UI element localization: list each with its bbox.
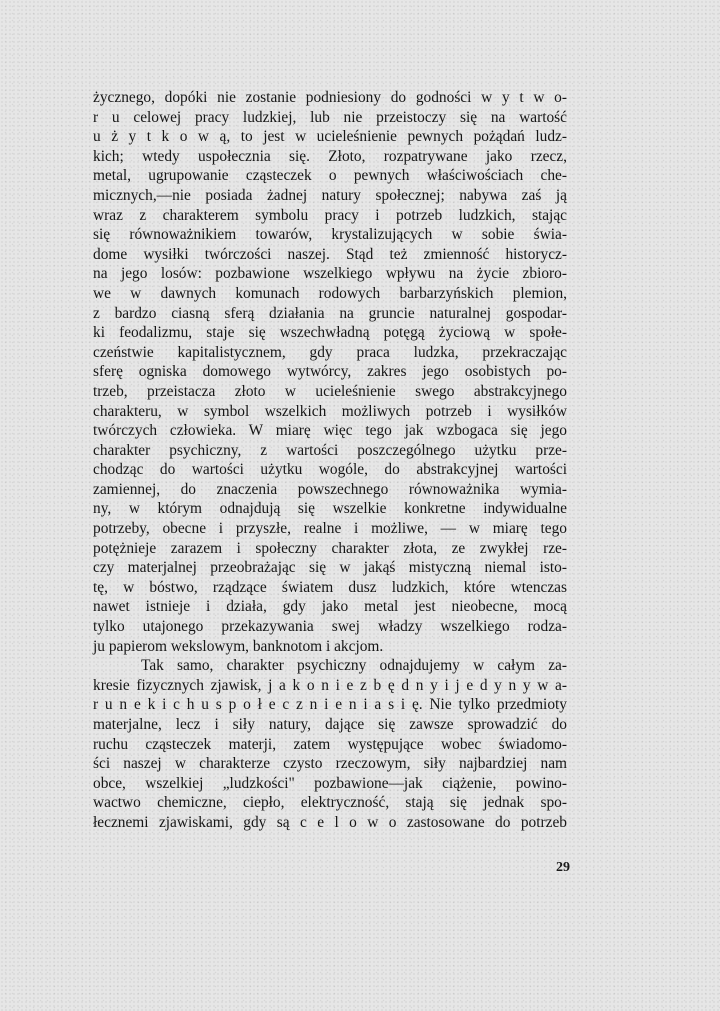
text-line: twórczych człowieka. W miarę więc tego jak wzbogaca się jego <box>93 422 567 440</box>
text-line: micznych,—nie posiada żadnej natury społecznej; nabywa zaś ją <box>93 186 567 204</box>
text-line: u ż y t k o w ą, to jest w ucieleśnienie pewnych pożądań ludz- <box>93 128 567 146</box>
text-line: tylko utajonego przekazywania swej władzy wszelkiego rodza- <box>93 618 567 636</box>
text-line: potrzeby, obecne i przyszłe, realne i możliwe, — w miarę tego <box>93 520 567 538</box>
text-line: charakter psychiczny, z wartości poszczególnego użytku prze- <box>93 441 567 459</box>
text-line: ruchu cząsteczek materji, zatem występujące wobec świadomo- <box>93 735 567 753</box>
text-line: sferę ogniska domowego wytwórcy, zakres jego osobistych po- <box>93 363 567 381</box>
text-line: chodząc do wartości użytku wogóle, do abstrakcyjnej wartości <box>93 461 567 479</box>
text-line: ny, w którym odnajdują się wszelkie konkretne indywidualne <box>93 500 567 518</box>
text-line: na jego losów: pozbawione wszelkiego wpływu na życie zbioro- <box>93 265 567 283</box>
text-line: ści naszej w charakterze czysto rzeczowym, siły najbardziej nam <box>93 755 567 773</box>
text-line: nawet istnieje i działa, gdy jako metal jest nieobecne, mocą <box>93 598 567 616</box>
text-line: łecznemi zjawiskami, gdy są c e l o w o zastosowane do potrzeb <box>93 813 567 831</box>
text-line: charakteru, w symbol wszelkich możliwych potrzeb i wysiłków <box>93 402 567 420</box>
text-line: dome wysiłki twórczości naszej. Stąd też zmienność historycz- <box>93 245 567 263</box>
text-line: wactwo chemiczne, ciepło, elektryczność, stają się jednak spo- <box>93 794 567 812</box>
text-line: z bardzo ciasną sferą działania na gruncie naturalnej gospodar- <box>93 304 567 322</box>
text-line: kresie fizycznych zjawisk, j a k o n i e z b ę d n y i j e d y n y w a- <box>93 676 567 694</box>
text-line: wraz z charakterem symbolu pracy i potrzeb ludzkich, stając <box>93 206 567 224</box>
text-line: materjalne, lecz i siły natury, dające się zawsze sprowadzić do <box>93 716 567 733</box>
text-line: we w dawnych komunach rodowych barbarzyńskich plemion, <box>93 284 567 302</box>
paragraph-start-line: Tak samo, charakter psychiczny odnajdujemy w całym za- <box>141 657 567 675</box>
text-line: czy materjalnej przeobrażając się w jakąś mistyczną niemal isto- <box>93 559 567 577</box>
paragraph-end-line: ju papierom wekslowym, banknotom i akcjom. <box>93 637 384 655</box>
text-line: tę, w bóstwo, rządzące światem dusz ludzkich, które wtenczas <box>93 578 567 596</box>
text-line: kich; wtedy uspołecznia się. Złoto, rozpatrywane jako rzecz, <box>93 147 567 165</box>
text-line: trzeb, przeistacza złoto w ucieleśnienie swego abstrakcyjnego <box>93 382 567 400</box>
text-line: się równoważnikiem towarów, krystalizujących w sobie świa- <box>93 226 567 244</box>
text-line: zamiennej, do znaczenia powszechnego równoważnika wymia- <box>93 480 567 498</box>
text-line: ki feodalizmu, staje się wszechwładną potęgą życiową w społe- <box>93 324 567 342</box>
text-line: czeństwie kapitalistycznem, gdy praca ludzka, przekraczając <box>93 343 567 361</box>
text-line: potężnieje zarazem i społeczny charakter złota, ze zwykłej rze- <box>93 539 567 557</box>
page-number: 29 <box>556 860 570 875</box>
text-line: metal, ugrupowanie cząsteczek o pewnych właściwościach che- <box>93 167 567 185</box>
body-text <box>93 88 567 833</box>
text-line: r u celowej pracy ludzkiej, lub nie przeistoczy się na wartość <box>93 108 567 126</box>
text-line: obce, wszelkiej „ludzkości" pozbawione—jak ciążenie, powino- <box>93 774 567 792</box>
text-line: r u n e k i c h u s p o ł e c z n i e n i a s i ę. Nie tylko przedmioty <box>93 696 567 714</box>
text-line: życznego, dopóki nie zostanie podniesiony do godności w y t w o- <box>93 89 567 106</box>
